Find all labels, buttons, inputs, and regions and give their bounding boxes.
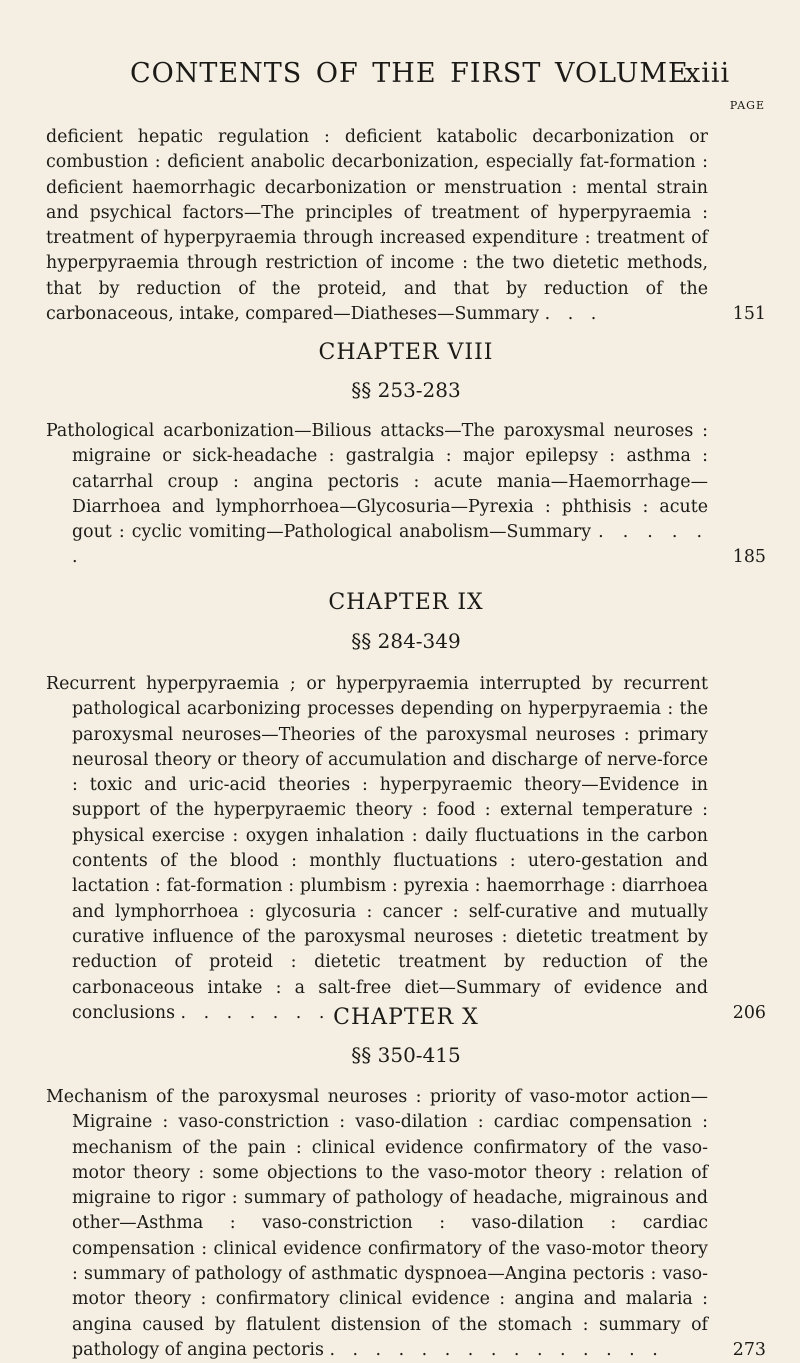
toc-entry-page: 151 [732,304,766,325]
toc-entry [46,419,766,571]
toc-entry-page: 206 [732,1002,766,1023]
dot-leader: . . . . . . [72,522,708,568]
chapter-heading: CHAPTER X [333,1005,479,1030]
running-head-title: CONTENTS OF THE FIRST VOLUME [130,58,689,89]
page-number: xiii [685,58,731,89]
running-head [130,58,770,89]
section-range: §§ 253-283 [351,378,461,402]
toc-entry-continued [46,125,766,327]
dot-leader: . . . [544,304,603,325]
chapter-heading: CHAPTER VIII [318,340,494,365]
chapter-heading: CHAPTER IX [328,590,484,615]
toc-entry-page: 185 [732,547,766,568]
toc-entry-page: 273 [732,1339,766,1360]
toc-entry [46,672,766,1026]
toc-entry [46,1085,766,1363]
dot-leader: . . . . . . . [180,1002,331,1023]
toc-entry-text: Mechanism of the paroxysmal neuroses : priority of vaso-motor action—Migraine : vaso-constriction : vaso-dilation : cardiac compensation : mechanism of the pain : clinical evidence confirmatory of the vaso-motor theory : some objections to the vaso-motor theory : relation of migraine to rigor : summary of pathology of headache, migrainous and other—Asthma : vaso-constriction : vaso-dilation : cardiac compensation : clinical evidence confirmatory of the vaso-motor theory : summary of pathology of asthmatic dyspnoea—Angina pectoris : vaso-motor theory : confirmatory clinical evidence : angina and malaria : angina caused by flatulent distension of the stomach : summary of pathology of angina pectoris [46,1087,708,1360]
toc-entry-text: Recurrent hyperpyraemia ; or hyperpyraemia interrupted by recurrent pathological acarbonizing processes depending on hyperpyraemia : the paroxysmal neuroses—Theories of the paroxysmal neuroses : primary neurosal theory or theory of accumulation and discharge of nerve-force : toxic and uric-acid theories : hyperpyraemic theory—Evidence in support of the hyperpyraemic theory : food : external temperature : physical exercise : oxygen inhalation : daily fluctuations in the carbon contents of the blood : monthly fluctuations : utero-gestation and lactation : fat-formation : plumbism : pyrexia : haemorrhage : diarrhoea and lymphorrhoea : glycosuria : cancer : self-curative and mutually curative influence of the paroxysmal neuroses : dietetic treatment by reduction of proteid : dietetic treatment by reduction of the carbonaceous intake : a salt-free diet—Summary of evidence and conclusions [46,674,708,1023]
dot-leader: . . . . . . . . . . . . . . . [329,1339,664,1360]
toc-entry-text: Pathological acarbonization—Bilious attacks—The paroxysmal neuroses : migraine or sick-headache : gastralgia : major epilepsy : asthma : catarrhal croup : angina pectoris : acute mania—Haemorrhage—Diarrhoea and lymphorrhoea—Glycosuria—Pyrexia : phthisis : acute gout : cyclic vomiting—Pathological anabolism—Summary [46,421,708,543]
section-range: §§ 284-349 [351,629,461,653]
page-column-label: PAGE [729,99,765,112]
toc-entry-text: deficient hepatic regulation : deficient katabolic decarbonization or combustion : deficient anabolic decarbonization, especially fat-formation : deficient haemorrhagic decarbonization or menstruation : mental strain and psychical factors—The principles of treatment of hyperpyraemia : treatment of hyperpyraemia through increased expenditure : treatment of hyperpyraemia through restriction of income : the two dietetic methods, that by reduction of the proteid, and that by reduction of the carbonaceous, intake, compared—Diatheses—Summary [46,127,708,325]
section-range: §§ 350-415 [351,1043,461,1067]
